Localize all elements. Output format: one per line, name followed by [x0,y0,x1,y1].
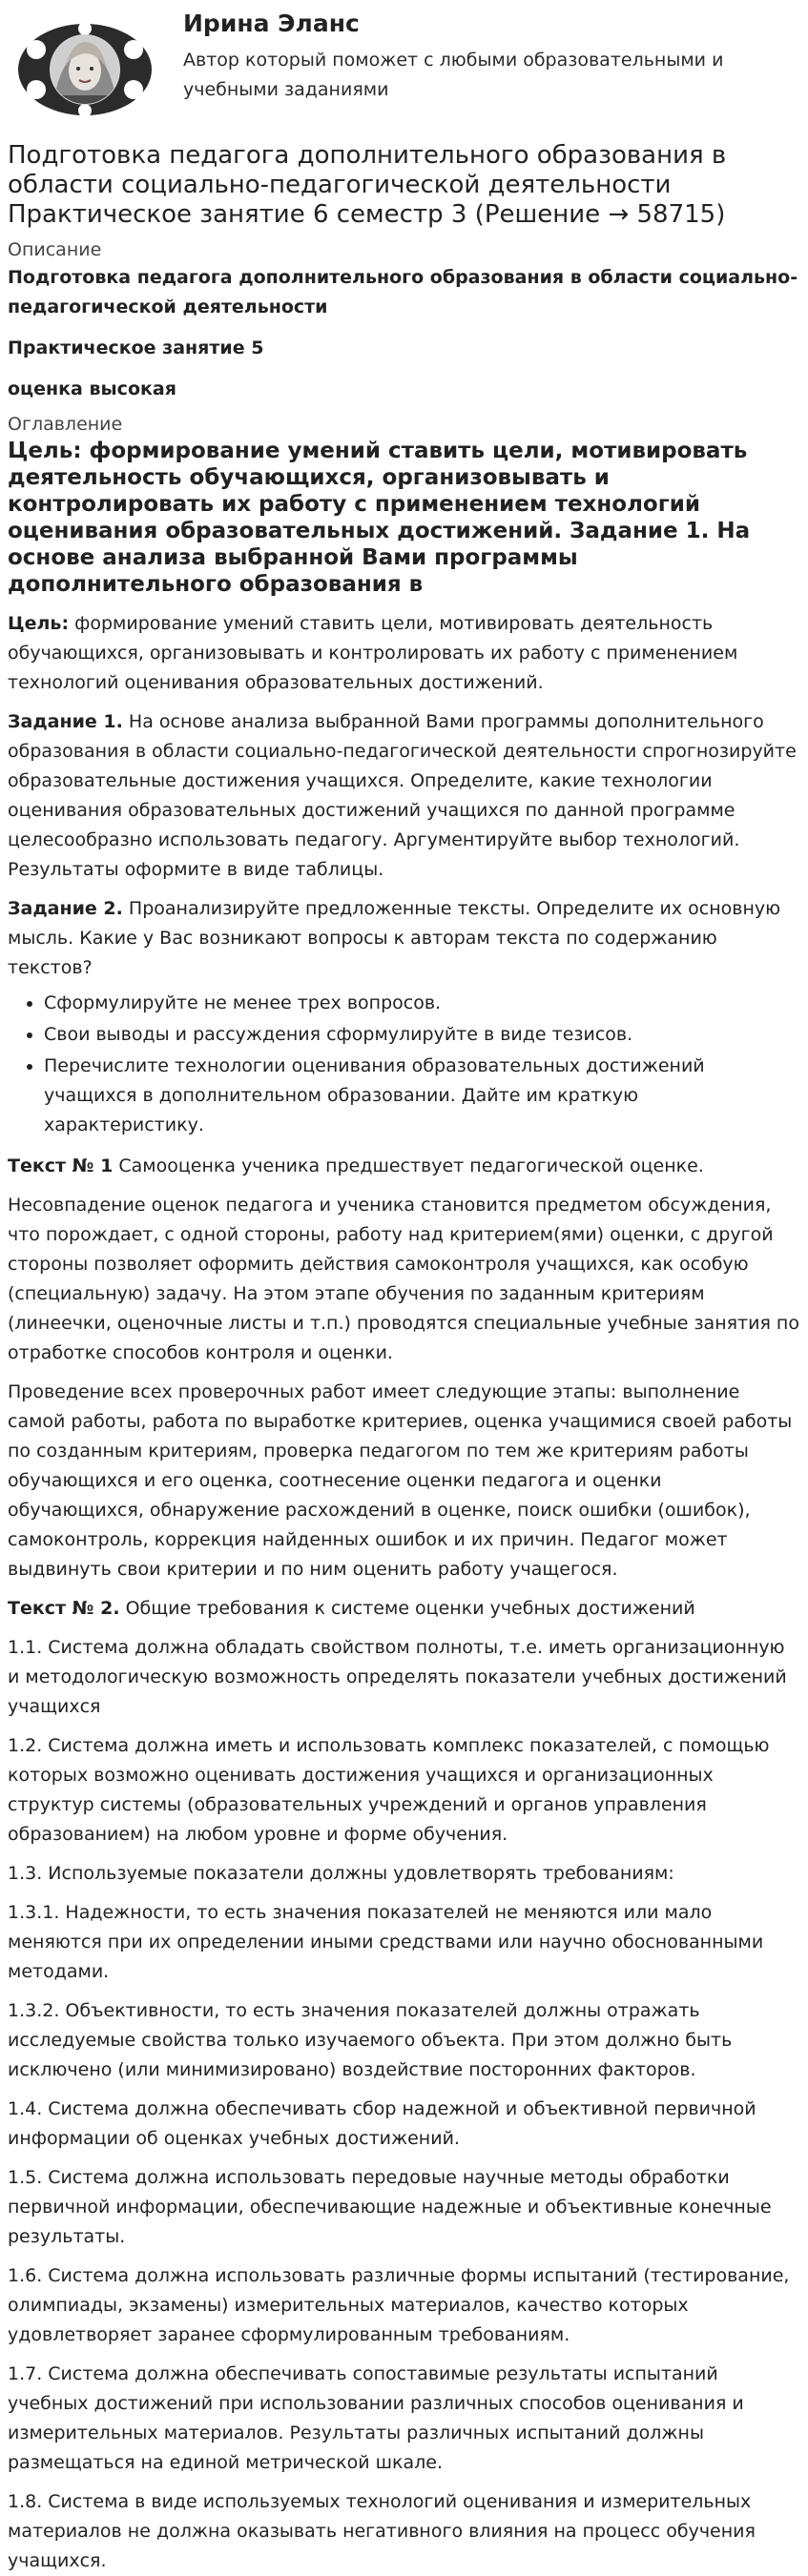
goal-paragraph [8,609,800,698]
toc-title[interactable]: Цель: формирование умений ставить цели, мотивировать деятельность обучающихся, организовывать и контролировать их работу с применением технологий оценивания образовательных достижений. Задание 1. На основе анализа выбранной Вами программы дополнительного образования в [8,439,751,597]
description-label: Описание [8,239,102,260]
task1-label: Задание 1. [8,711,123,732]
text2-heading [8,1594,800,1624]
task2-label: Задание 2. [8,898,123,919]
text2-paragraph: 1.3.1. Надежности, то есть значения показателей не меняются или мало меняются при их определении иными средствами или научно обоснованными методами. [8,1902,764,1982]
text1-label: Текст № 1 [8,1155,114,1176]
text2-paragraph: 1.4. Система должна обеспечивать сбор надежной и объективной первичной информации об оценках учебных достижений. [8,2098,756,2149]
text2-paragraph: 1.1. Система должна обладать свойством полноты, т.е. иметь организационную и методологическую возможность определять показатели учебных достижений учащихся [8,1637,787,1717]
text2-paragraph: 1.2. Система должна иметь и использовать комплекс показателей, с помощью которых возможно оценивать достижения учащихся и организационных структур системы (образовательных учреждений и органов управления образованием) на любом уровне и форме обучения. [8,1735,770,1845]
list-item: • Сформулируйте не менее трех вопросов. [44,989,800,1018]
author-name[interactable]: Ирина Эланс [183,10,360,37]
task2-paragraph [8,894,800,983]
toc-label: Оглавление [8,414,123,435]
task2-text: Проанализируйте предложенные тексты. Определите их основную мысль. Какие у Вас возникают вопросы к авторам текста по содержанию текстов? [8,898,781,978]
text2-paragraph: 1.7. Система должна обеспечивать сопоставимые результаты испытаний учебных достижений при использовании различных способов оценивания и измерительных материалов. Результаты различных испытаний должны размещаться на единой метрической шкале. [8,2363,744,2473]
text2-intro: Общие требования к системе оценки учебных достижений [119,1598,695,1619]
task2-bullet-list [8,989,800,1140]
text2-paragraph: 1.5. Система должна использовать передовые научные методы обработки первичной информации, обеспечивающие надежные и объективные конечные результаты. [8,2167,772,2247]
text1-heading [8,1152,800,1181]
goal-text: формирование умений ставить цели, мотивировать деятельность обучающихся, организовывать и контролировать их работу с применением технологий оценивания образовательных достижений. [8,613,738,693]
author-description: Автор который поможет с любыми образовательными и учебными заданиями [183,50,724,100]
author-card [8,0,800,129]
author-avatar[interactable] [15,21,155,118]
task1-text: На основе анализа выбранной Вами программы дополнительного образования в области социально-педагогической деятельности спрогнозируйте образовательные достижения учащихся. Определите, какие технологии оценивания образовательных достижений учащихся по данной программе целесообразно использовать педагогу. Аргументируйте выбор технологий. Результаты оформите в виде таблицы. [8,711,797,880]
text1-intro: Самооценка ученика предшествует педагогической оценке. [113,1155,704,1176]
text2-label: Текст № 2. [8,1598,120,1619]
list-item: • Свои выводы и рассуждения сформулируйте в виде тезисов. [44,1020,800,1050]
description-line-3: оценка высокая [8,378,176,399]
goal-label: Цель: [8,613,70,634]
text2-paragraph: 1.3. Используемые показатели должны удовлетворять требованиям: [8,1863,674,1884]
list-item: • Перечислите технологии оценивания образовательных достижений учащихся в дополнительном образовании. Дайте им краткую характеристику. [44,1052,800,1140]
text1-paragraph: Проведение всех проверочных работ имеет следующие этапы: выполнение самой работы, работа по выработке критериев, оценка учащимися своей работы по созданным критериям, проверка педагогом по тем же критериям работы обучающихся и его оценка, соотнесение оценки педагога и оценки обучающихся, обнаружение расхождений в оценке, поиск ошибки (ошибок), самоконтроль, коррекция найденных ошибок и их причин. Педагог может выдвинуть свои критерии и по ним оценить работу учащегося. [8,1381,793,1580]
text1-paragraph: Несовпадение оценок педагога и ученика становится предметом обсуждения, что порождает, с одной стороны, работу над критерием(ями) оценки, с другой стороны позволяет оформить действия самоконтроля учащихся, как особую (специальную) задачу. На этом этапе обучения по заданным критериям (линеечки, оценочные листы и т.п.) проводятся специальные учебные занятия по отработке способов контроля и оценки. [8,1195,799,1363]
text2-paragraph: 1.3.2. Объективности, то есть значения показателей должны отражать исследуемые свойства только изучаемого объекта. При этом должно быть исключено (или минимизировано) воздействие посторонних факторов. [8,2000,733,2080]
description-line-2: Практическое занятие 5 [8,337,264,358]
text2-paragraph: 1.6. Система должна использовать различные формы испытаний (тестирование, олимпиады, экзамены) измерительных материалов, качество которых удовлетворяет заранее сформулированным требованиям. [8,2265,790,2345]
description-line-1: Подготовка педагога дополнительного образования в области социально-педагогической деятельности [8,267,798,317]
text2-paragraph: 1.8. Система в виде используемых технологий оценивания и измерительных материалов не должна оказывать негативного влияния на процесс обучения учащихся. [8,2491,756,2571]
task1-paragraph [8,707,800,885]
document-title: Подготовка педагога дополнительного образования в области социально-педагогической деятельности Практическое занятие 6 семестр 3 (Решение → 58715) [8,141,727,229]
